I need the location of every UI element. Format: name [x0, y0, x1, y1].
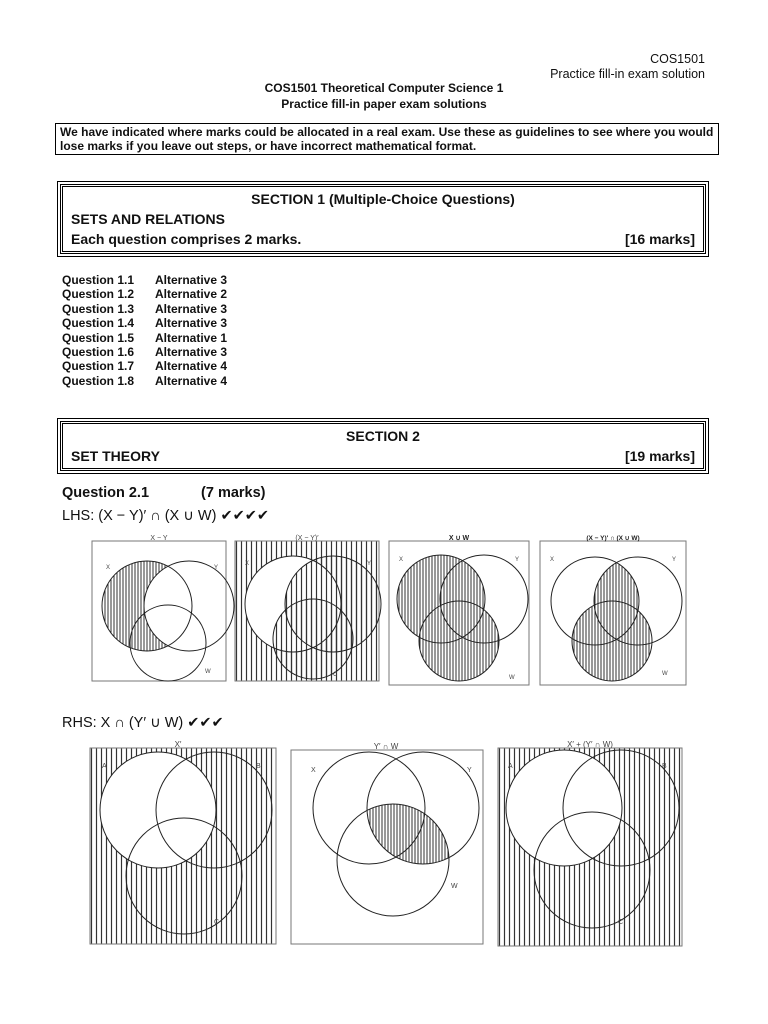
svg-text:X′: X′ — [174, 740, 182, 749]
svg-text:B: B — [256, 763, 261, 770]
document-type: Practice fill-in exam solution — [550, 67, 705, 81]
svg-text:A: A — [508, 763, 513, 770]
section-1-heading: SECTION 1 (Multiple-Choice Questions) — [251, 191, 515, 207]
list-item: Question 1.8 Alternative 4 — [62, 373, 228, 388]
lhs-venn-diagrams — [62, 533, 706, 690]
svg-text:(X − Y)′ ∩ (X ∪ W): (X − Y)′ ∩ (X ∪ W) — [586, 535, 640, 542]
course-code: COS1501 — [650, 52, 705, 66]
svg-text:Y: Y — [515, 557, 520, 563]
list-item: Question 1.6 Alternative 3 — [62, 345, 228, 360]
svg-text:W: W — [509, 675, 515, 681]
section-1-subheading: SETS AND RELATIONS — [71, 211, 226, 227]
title-line-2: Practice fill-in paper exam solutions — [281, 97, 487, 111]
section-2-subheading: SET THEORY — [71, 448, 160, 464]
lhs-expression: LHS: (X − Y)′ ∩ (X ∪ W) ✔✔✔✔ — [62, 508, 270, 524]
svg-text:X: X — [311, 767, 316, 774]
list-item: Question 1.5 Alternative 1 — [62, 330, 228, 345]
question-2-1-heading — [62, 485, 266, 501]
rhs-venn-diagrams — [62, 738, 706, 952]
svg-text:C: C — [618, 919, 624, 926]
svg-text:X ∪ W: X ∪ W — [448, 535, 470, 542]
svg-text:C: C — [214, 919, 220, 926]
venn-lhs-result — [540, 535, 686, 685]
section-2-marks: [19 marks] — [624, 448, 695, 464]
svg-text:X: X — [550, 557, 555, 563]
list-item: Question 1.7 Alternative 4 — [62, 359, 228, 374]
svg-text:C: C — [333, 672, 338, 678]
question-label: Question 2.1 — [62, 485, 150, 501]
document-title — [0, 80, 768, 112]
svg-text:Y: Y — [467, 767, 472, 774]
venn-x-complement — [90, 740, 276, 944]
section-1-marks: [16 marks] — [624, 231, 695, 247]
rhs-expression: RHS: X ∩ (Y′ ∪ W) ✔✔✔ — [62, 715, 224, 731]
section-1-note: Each question comprises 2 marks. — [71, 231, 302, 247]
venn-y-complement-and-w — [291, 742, 483, 944]
venn-complement-x-minus-y — [235, 535, 381, 681]
svg-text:W: W — [205, 669, 211, 675]
page-header — [550, 52, 705, 82]
svg-text:X′ + (Y′ ∩ W): X′ + (Y′ ∩ W) — [567, 740, 613, 749]
section-2-box — [57, 418, 709, 474]
svg-text:Y: Y — [672, 557, 677, 563]
svg-text:B: B — [662, 763, 667, 770]
title-line-1: COS1501 Theoretical Computer Science 1 — [264, 81, 504, 95]
svg-text:W: W — [451, 883, 458, 890]
venn-x-minus-y — [92, 535, 234, 681]
section-2-heading: SECTION 2 — [346, 428, 420, 444]
svg-text:A: A — [102, 763, 107, 770]
list-item: Question 1.3 Alternative 3 — [62, 301, 228, 316]
venn-rhs-result — [498, 740, 682, 946]
svg-text:Y′ ∩ W: Y′ ∩ W — [373, 742, 399, 751]
list-item: Question 1.1 Alternative 3 — [62, 273, 228, 287]
svg-text:(X − Y)′: (X − Y)′ — [295, 535, 319, 542]
list-item: Question 1.4 Alternative 3 — [62, 316, 228, 331]
question-marks: (7 marks) — [201, 485, 266, 501]
svg-text:Y: Y — [367, 561, 372, 567]
svg-text:X: X — [106, 565, 111, 571]
list-item: Question 1.2 Alternative 2 — [62, 287, 228, 302]
answer-list — [62, 273, 227, 388]
svg-text:W: W — [662, 671, 668, 677]
marks-notice: We have indicated where marks could be allocated in a real exam. Use these as guidelines to see where you would lose marks if you leave out steps, or have incorrect mathematical format. — [55, 123, 719, 155]
section-1-box — [57, 181, 709, 257]
svg-text:X: X — [245, 561, 250, 567]
venn-x-union-w — [389, 535, 529, 685]
svg-text:Y: Y — [214, 565, 219, 571]
venn-title: X − Y — [150, 535, 168, 542]
svg-text:X: X — [399, 557, 404, 563]
